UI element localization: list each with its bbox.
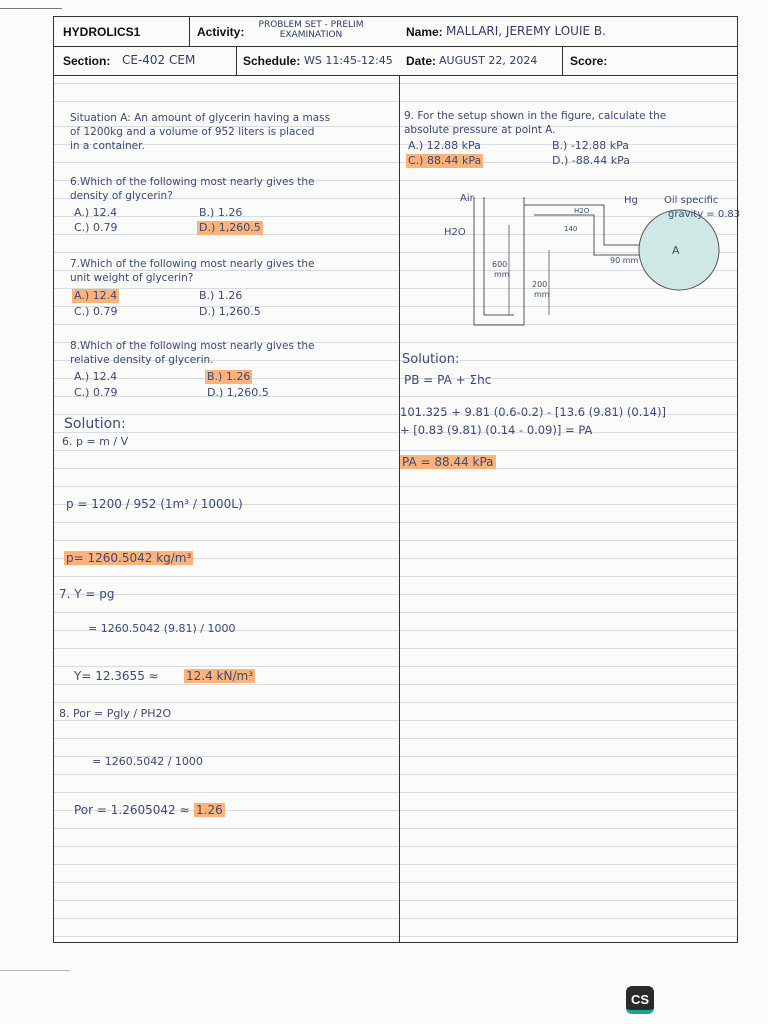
d600-unit: mm xyxy=(494,270,510,279)
worksheet xyxy=(53,16,741,943)
section-label: Section: xyxy=(63,54,111,68)
h2o-label: H2O xyxy=(444,227,466,238)
date-label: Date: xyxy=(406,54,437,68)
q7-option-b: B.) 1.26 xyxy=(199,289,243,302)
s8-substitution: = 1260.5042 / 1000 xyxy=(92,755,203,768)
eq-line-1: 101.325 + 9.81 (0.6-0.2) - [13.6 (9.81) (0.14)] xyxy=(400,405,666,419)
s6-formula: 6. p = m / V xyxy=(62,435,129,448)
q9-option-c-answer: C.) 88.44 kPa xyxy=(408,154,482,167)
schedule-label: Schedule: xyxy=(243,54,301,68)
d140-label: 140 xyxy=(564,225,578,233)
q6-option-a: A.) 12.4 xyxy=(74,206,118,219)
question-8: 8.Which of the following most nearly gives the relative density of glycerin. xyxy=(70,340,315,366)
s6-substitution: p = 1200 / 952 (1m³ / 1000L) xyxy=(66,497,243,511)
question-6: 6.Which of the following most nearly gives the density of glycerin? xyxy=(70,176,315,202)
q7-option-c: C.) 0.79 xyxy=(74,305,118,318)
d600-label: 600 xyxy=(492,260,508,269)
left-solution-title: Solution: xyxy=(64,416,126,432)
d200-label: 200 xyxy=(532,280,548,289)
h2o-small-label: H2O xyxy=(574,207,590,215)
q9-final-answer: PA = 88.44 kPa xyxy=(402,455,494,469)
right-solution-title: Solution: xyxy=(402,352,460,367)
camscanner-badge-icon: CS xyxy=(626,986,654,1014)
s7-result: Y= 12.3655 ≈ xyxy=(74,669,159,683)
name-label: Name: xyxy=(406,25,443,39)
q9-option-a: A.) 12.88 kPa xyxy=(408,139,481,152)
point-a-label: A xyxy=(672,244,680,257)
air-label: Air xyxy=(460,193,474,204)
q9-option-b: B.) -12.88 kPa xyxy=(552,139,630,152)
hg-label: Hg xyxy=(624,195,638,206)
oil-label: Oil specific xyxy=(664,195,719,206)
activity-label: Activity: xyxy=(197,25,245,39)
q8-option-c: C.) 0.79 xyxy=(74,386,118,399)
question-9: 9. For the setup shown in the figure, calculate the absolute pressure at point A. xyxy=(404,110,667,136)
activity-value: PROBLEM SET - PRELIM EXAMINATION xyxy=(258,20,364,40)
column-divider xyxy=(399,17,400,942)
name-value: MALLARI, JEREMY LOUIE B. xyxy=(446,24,606,38)
manometer-figure xyxy=(414,175,741,330)
q7-option-d: D.) 1,260.5 xyxy=(199,305,261,318)
q7-option-a-answer: A.) 12.4 xyxy=(74,289,118,302)
s8-result: Por = 1.2605042 ≈ xyxy=(74,803,190,817)
course-title: HYDROLICS1 xyxy=(63,25,141,39)
d200-unit: mm xyxy=(534,290,550,299)
gravity-label: gravity = 0.83 xyxy=(668,209,741,220)
worksheet-header xyxy=(54,17,737,76)
section-value: CE-402 CEM xyxy=(122,53,196,67)
q6-option-d-answer: D.) 1,260.5 xyxy=(199,221,261,234)
q6-option-b: B.) 1.26 xyxy=(199,206,243,219)
q8-option-b-answer: B.) 1.26 xyxy=(207,370,251,383)
s7-answer: 12.4 kN/m³ xyxy=(186,669,254,683)
q8-option-d: D.) 1,260.5 xyxy=(207,386,269,399)
s8-formula: 8. Por = Pgly / PH2O xyxy=(59,707,172,720)
d90-label: 90 mm xyxy=(610,256,639,265)
eq-pb: PB = PA + Σhc xyxy=(404,373,492,387)
question-7: 7.Which of the following most nearly gives the unit weight of glycerin? xyxy=(70,258,315,284)
bottom-edge-line xyxy=(0,970,70,971)
date-value: AUGUST 22, 2024 xyxy=(439,54,538,67)
eq-line-2: + [0.83 (9.81) (0.14 - 0.09)] = PA xyxy=(400,423,593,437)
q8-option-a: A.) 12.4 xyxy=(74,370,118,383)
schedule-value: WS 11:45-12:45 xyxy=(304,54,393,67)
s6-answer: p= 1260.5042 kg/m³ xyxy=(66,551,192,565)
q6-option-c: C.) 0.79 xyxy=(74,221,118,234)
situation-text: Situation A: An amount of glycerin having a mass of 1200kg and a volume of 952 liters is placed in a container. xyxy=(70,112,331,152)
s7-substitution: = 1260.5042 (9.81) / 1000 xyxy=(88,622,236,635)
q9-option-d: D.) -88.44 kPa xyxy=(552,154,630,167)
s8-answer: 1.26 xyxy=(196,803,223,817)
s7-formula: 7. Y = pg xyxy=(59,587,115,601)
top-edge-line xyxy=(0,8,62,9)
score-label: Score: xyxy=(570,54,608,68)
